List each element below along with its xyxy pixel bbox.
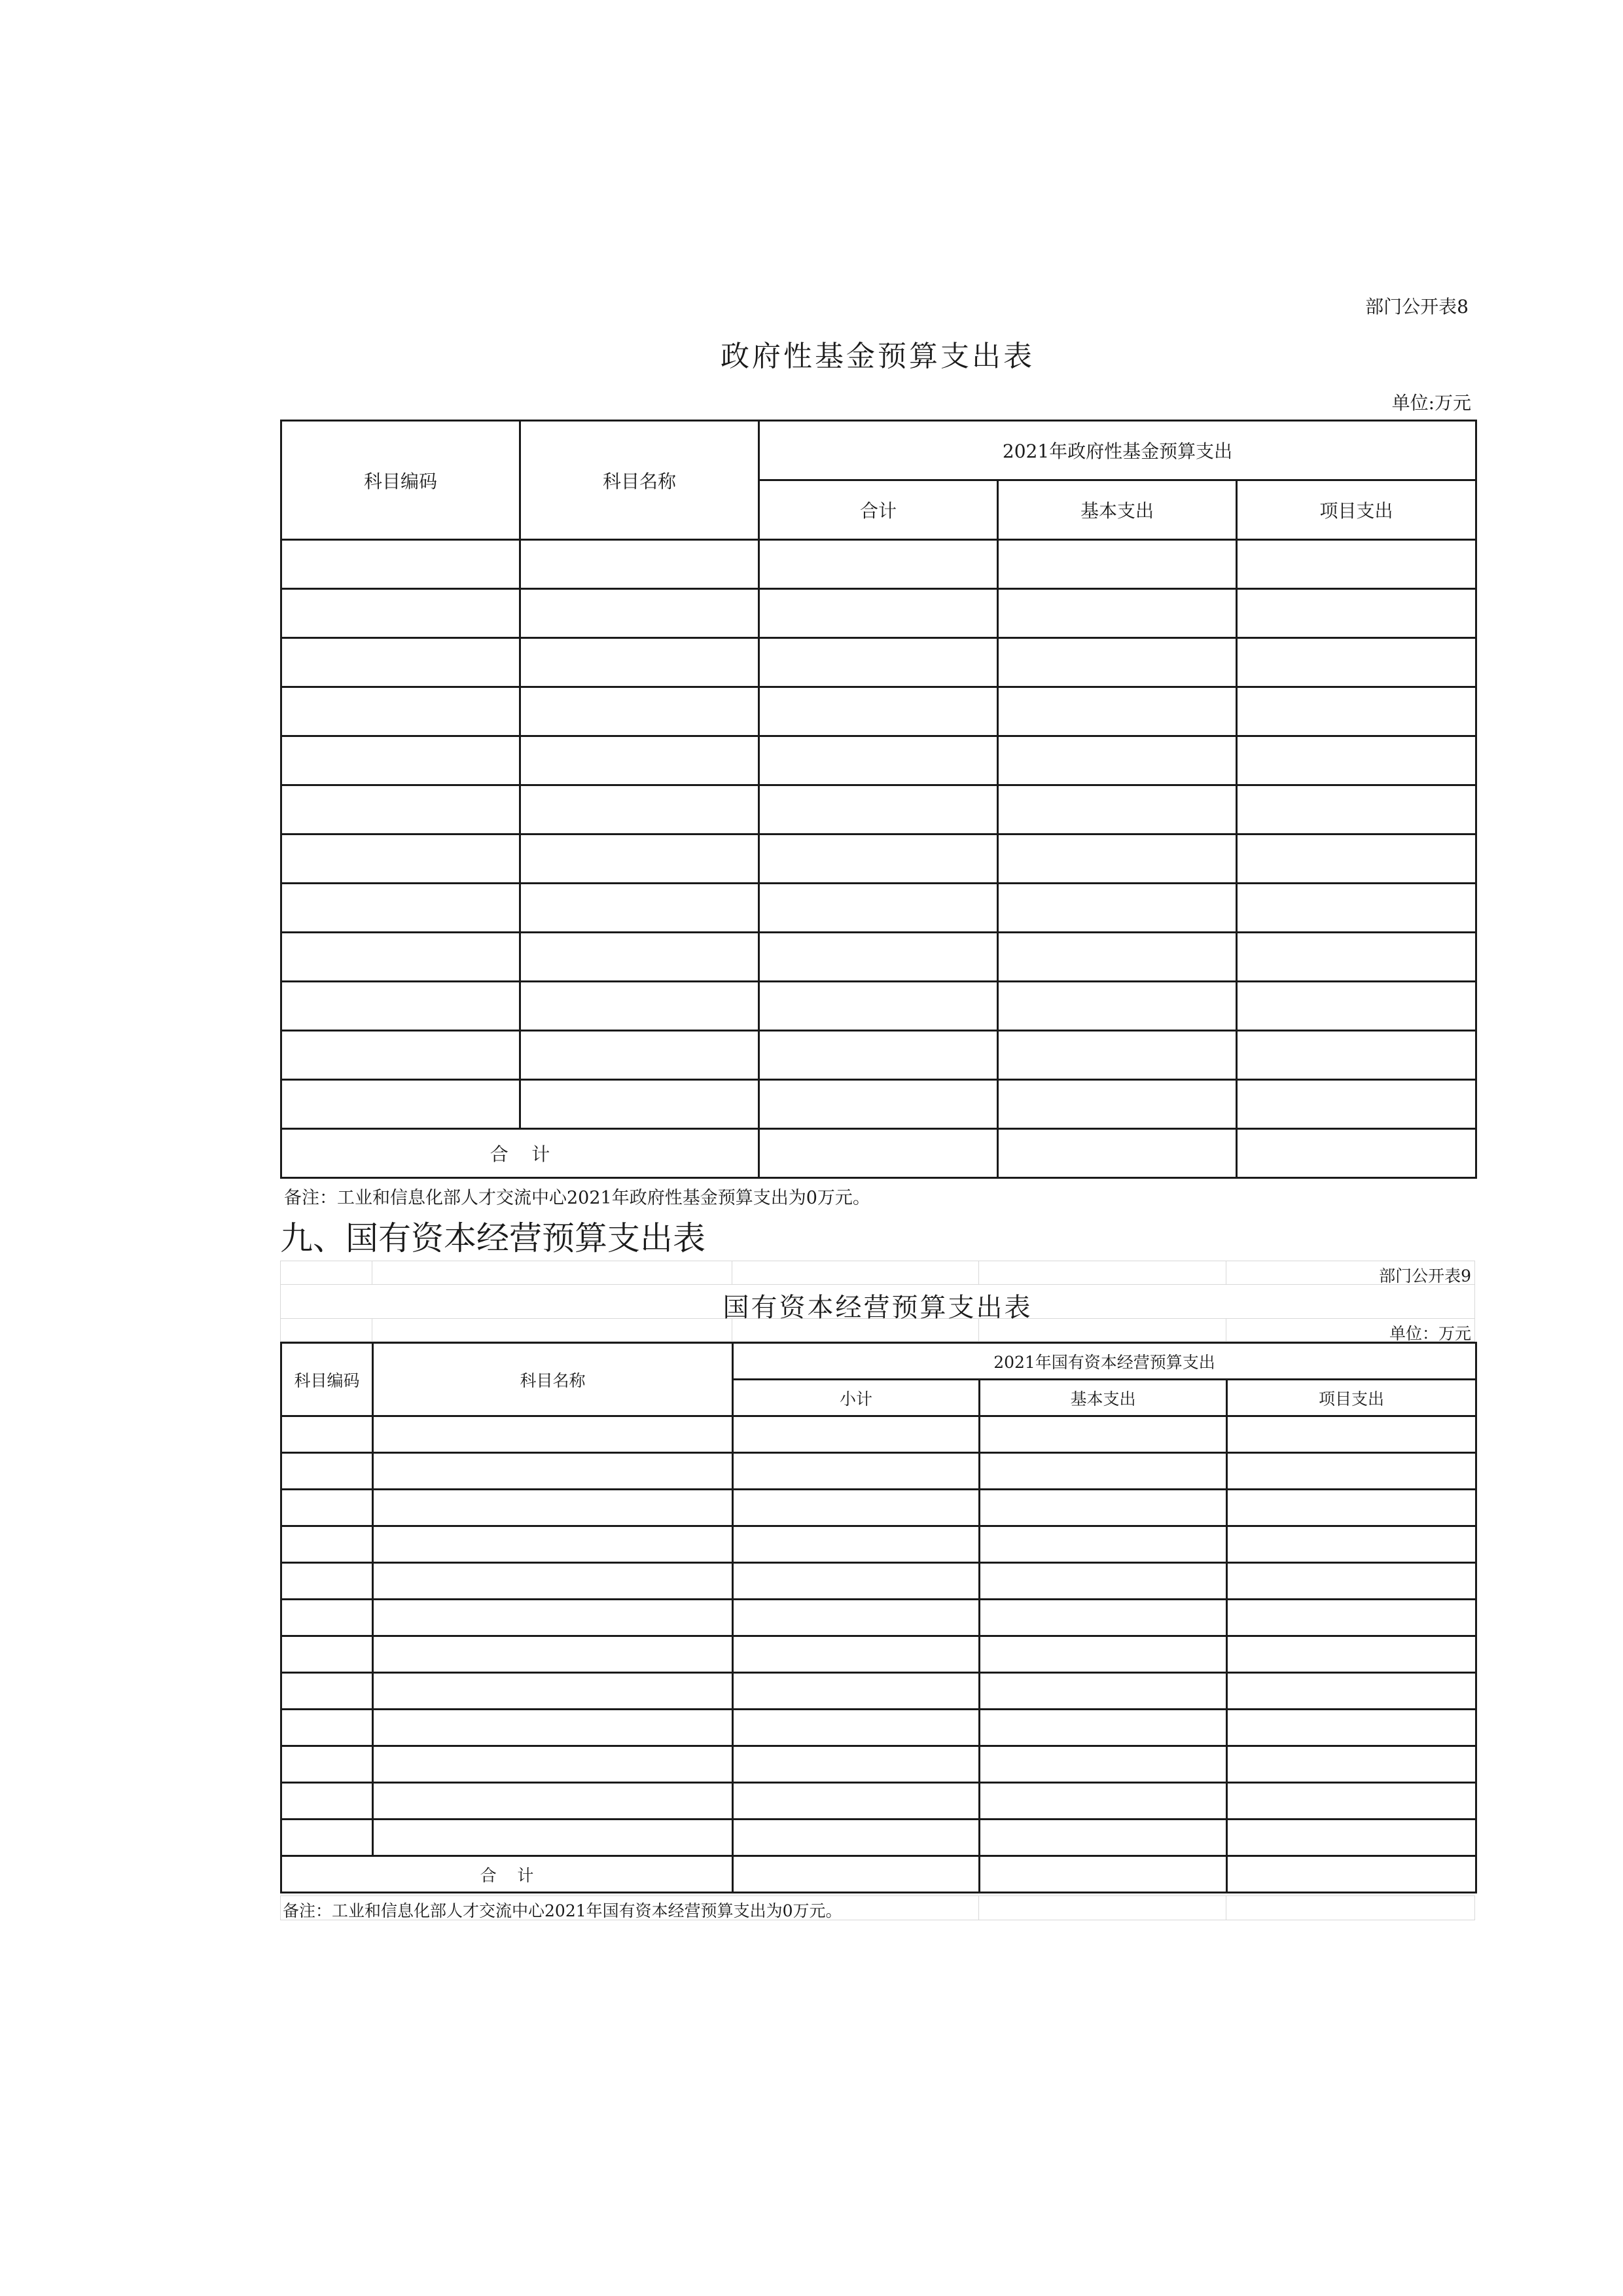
header-subject-code: 科目编码	[281, 1343, 373, 1416]
table-row	[281, 1746, 1476, 1783]
government-fund-table	[280, 420, 1477, 1179]
table-row	[281, 1080, 1476, 1129]
header-subtotal: 小计	[733, 1380, 980, 1416]
total-label: 合 计	[281, 1129, 759, 1178]
note-2: 备注：工业和信息化部人才交流中心2021年国有资本经营预算支出为0万元。	[283, 1901, 842, 1920]
table-row	[281, 785, 1476, 834]
page-title-state-capital: 国有资本经营预算支出表	[722, 1293, 1033, 1323]
form-number-9: 部门公开表9	[1379, 1266, 1471, 1285]
header-subject-code: 科目编码	[281, 421, 520, 540]
page-title-government-fund: 政府性基金预算支出表	[721, 340, 1035, 373]
header-group-2021: 2021年政府性基金预算支出	[759, 421, 1476, 480]
header-basic-expenditure: 基本支出	[998, 480, 1237, 540]
total-label: 合 计	[281, 1856, 733, 1893]
header-project-expenditure: 项目支出	[1227, 1380, 1476, 1416]
table-row	[281, 1636, 1476, 1673]
header-project-expenditure: 项目支出	[1237, 480, 1476, 540]
table-row	[281, 884, 1476, 933]
table-row	[281, 1416, 1476, 1453]
table-row	[281, 589, 1476, 638]
header-subject-name: 科目名称	[373, 1343, 733, 1416]
section-heading-nine: 九、国有资本经营预算支出表	[280, 1219, 705, 1257]
table-row	[281, 834, 1476, 884]
table-row	[281, 1673, 1476, 1710]
table-row	[281, 1453, 1476, 1490]
table-row	[281, 1526, 1476, 1563]
table-row	[281, 736, 1476, 785]
table-row	[281, 1600, 1476, 1636]
table-row	[281, 933, 1476, 982]
total-row	[281, 1129, 1476, 1178]
gridline	[978, 1261, 979, 1284]
table-row	[281, 1490, 1476, 1526]
table-row	[281, 638, 1476, 687]
table-row	[281, 1783, 1476, 1820]
unit-label-1: 单位:万元	[1391, 392, 1471, 414]
header-basic-expenditure: 基本支出	[980, 1380, 1227, 1416]
gridline	[978, 1895, 979, 1920]
form-number-8: 部门公开表8	[1365, 296, 1469, 317]
table-row	[281, 1710, 1476, 1746]
table-row	[281, 1820, 1476, 1856]
total-row	[281, 1856, 1476, 1893]
table-row	[281, 540, 1476, 589]
table-row	[281, 982, 1476, 1031]
table-row	[281, 687, 1476, 736]
table-row	[281, 1031, 1476, 1080]
note-1: 备注：工业和信息化部人才交流中心2021年政府性基金预算支出为0万元。	[284, 1188, 870, 1208]
header-total: 合计	[759, 480, 998, 540]
state-capital-table	[280, 1342, 1477, 1893]
header-group-2021: 2021年国有资本经营预算支出	[733, 1343, 1476, 1380]
header-subject-name: 科目名称	[520, 421, 759, 540]
table-row	[281, 1563, 1476, 1600]
unit-label-2: 单位：万元	[1389, 1324, 1471, 1343]
